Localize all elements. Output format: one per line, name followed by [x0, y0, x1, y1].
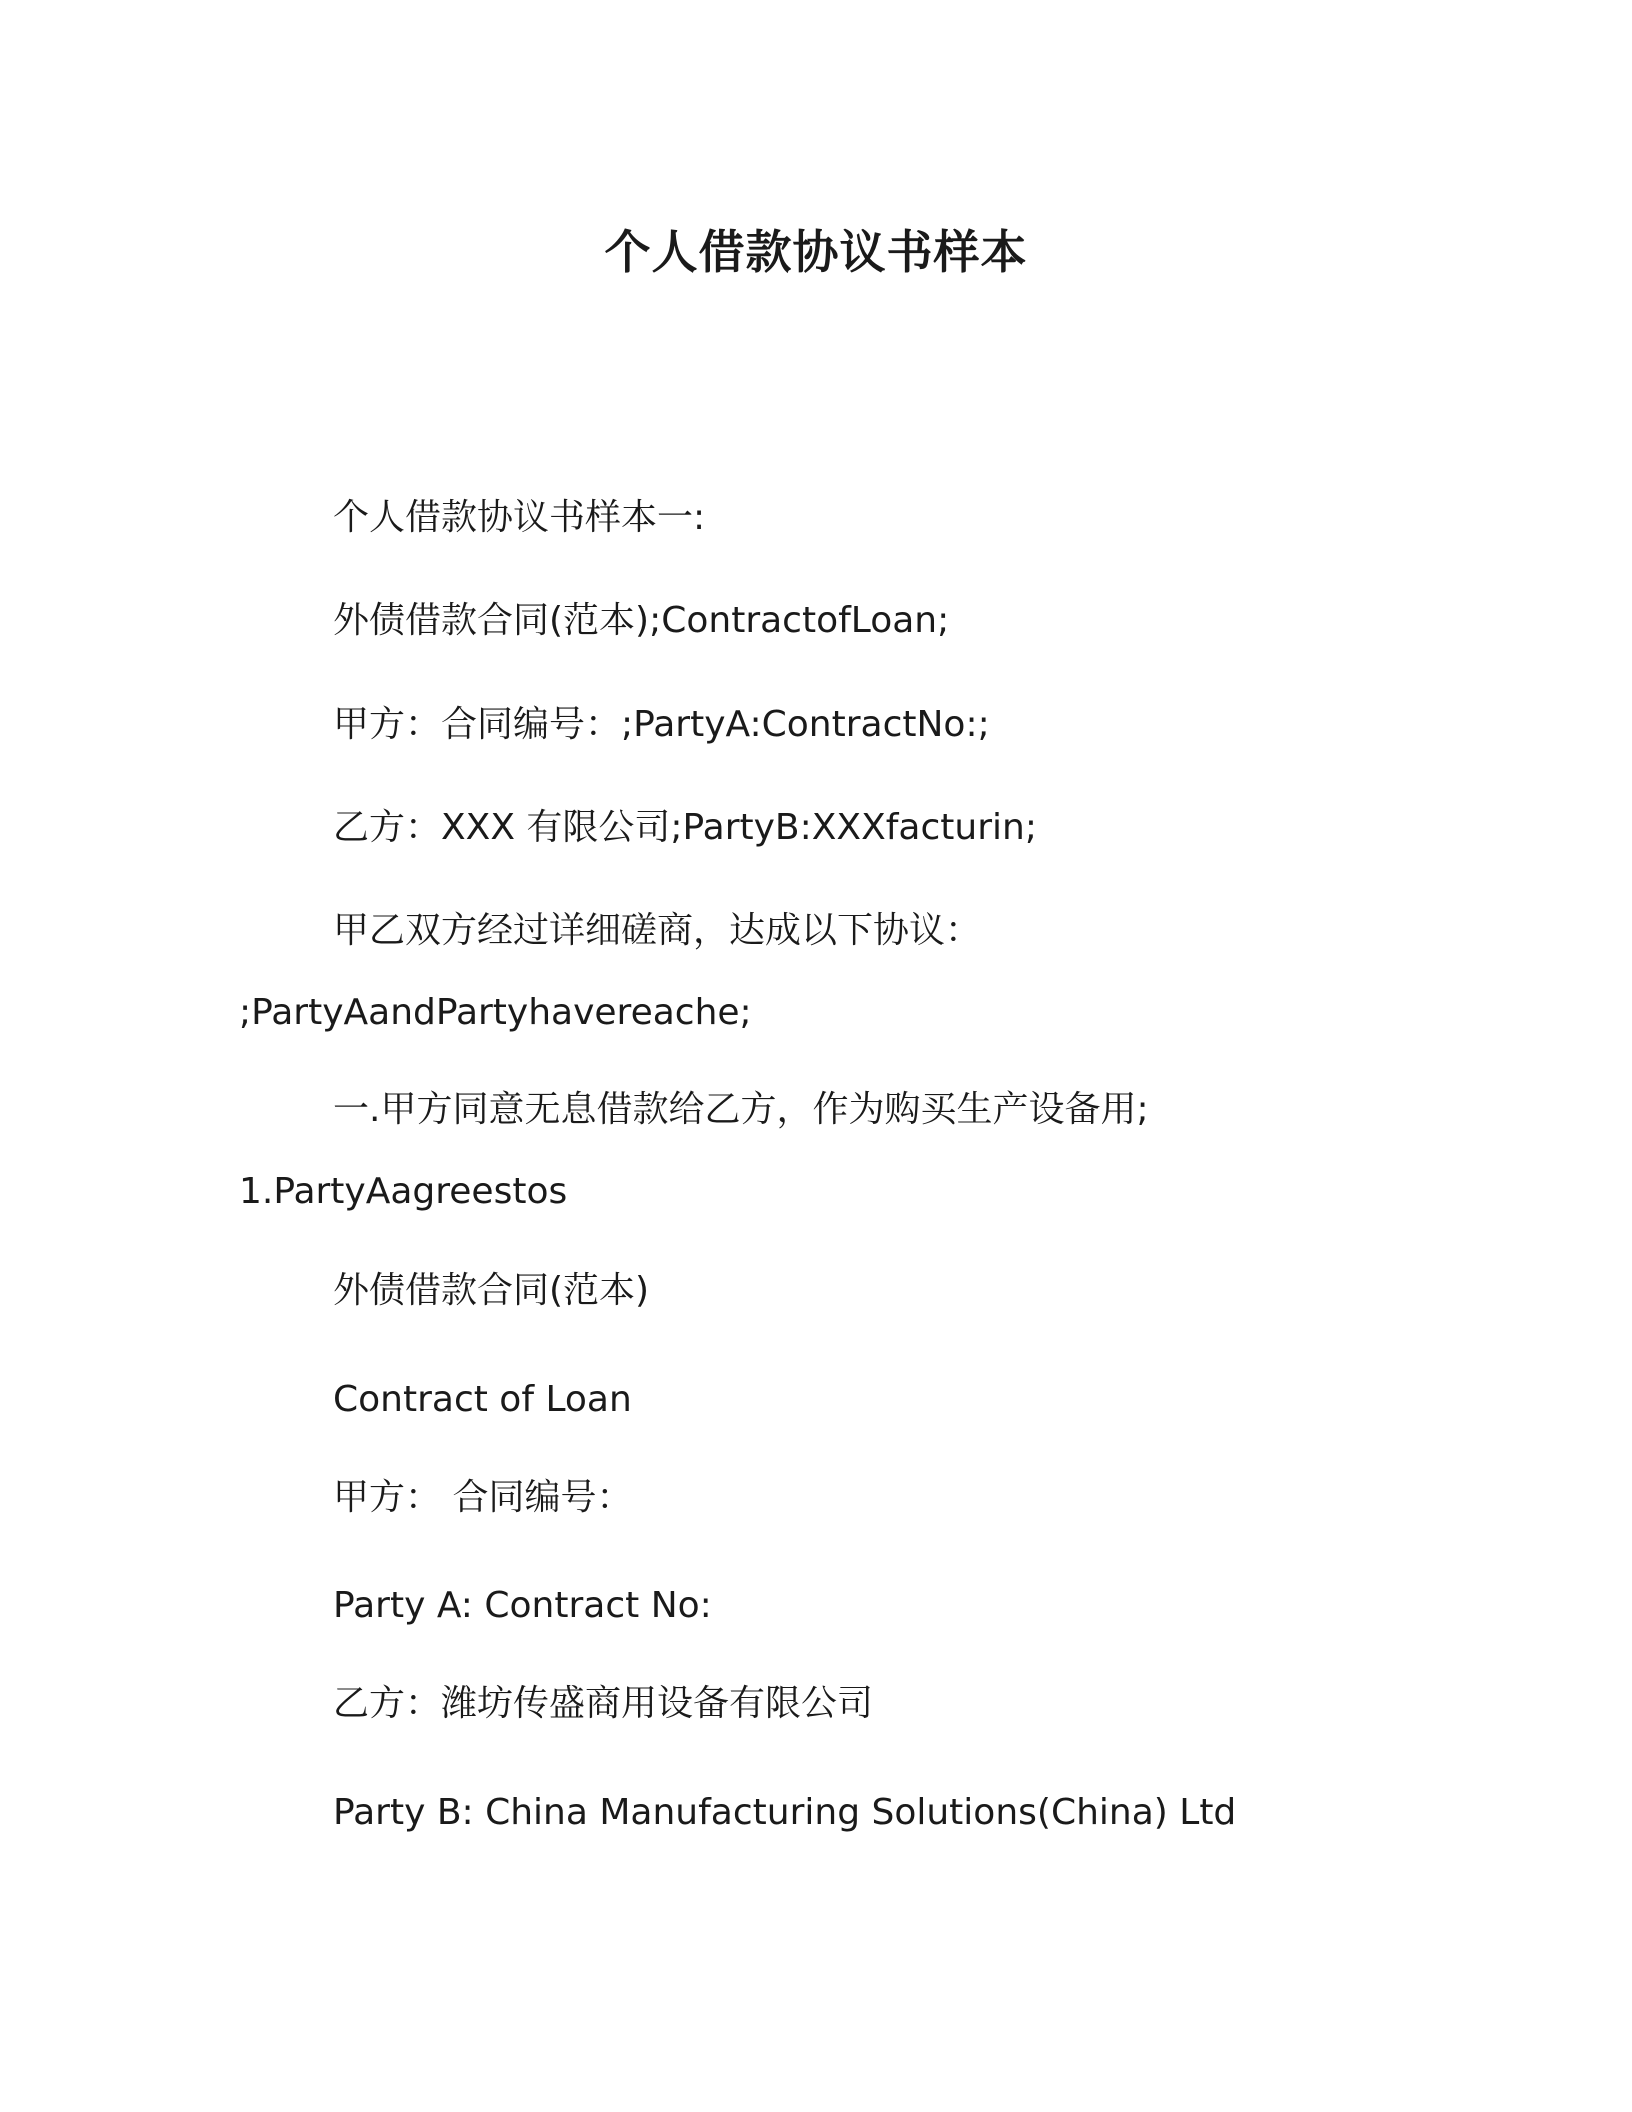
paragraph-clause-one-en: 1.PartyAagreestos [239, 1171, 568, 1212]
paragraph-agreement-intro: 甲乙双方经过详细磋商，达成以下协议： [333, 910, 982, 951]
paragraph-clause-one: 一.甲方同意无息借款给乙方，作为购买生产设备用; [333, 1089, 1149, 1130]
paragraph-party-a: 甲方：合同编号：;PartyA:ContractNo:; [333, 704, 990, 745]
paragraph-party-b-cn: 乙方：潍坊传盛商用设备有限公司 [333, 1683, 874, 1724]
paragraph-agreement-intro-en: ;PartyAandPartyhavereache; [239, 992, 752, 1033]
paragraph-party-a-en: Party A: Contract No: [333, 1585, 712, 1626]
paragraph-party-b: 乙方：XXX 有限公司;PartyB:XXXfacturin; [333, 807, 1037, 848]
paragraph-contract-title-en: Contract of Loan [333, 1379, 632, 1420]
paragraph-party-a-cn: 甲方： 合同编号： [333, 1477, 633, 1518]
document-title: 个人借款协议书样本 [604, 225, 1028, 279]
paragraph-contract-title-cn: 外债借款合同(范本) [333, 1270, 650, 1311]
paragraph-sample-heading: 个人借款协议书样本一: [333, 497, 706, 538]
paragraph-party-b-en: Party B: China Manufacturing Solutions(China) Ltd [333, 1792, 1237, 1833]
paragraph-contract-title: 外债借款合同(范本);ContractofLoan; [333, 600, 950, 641]
